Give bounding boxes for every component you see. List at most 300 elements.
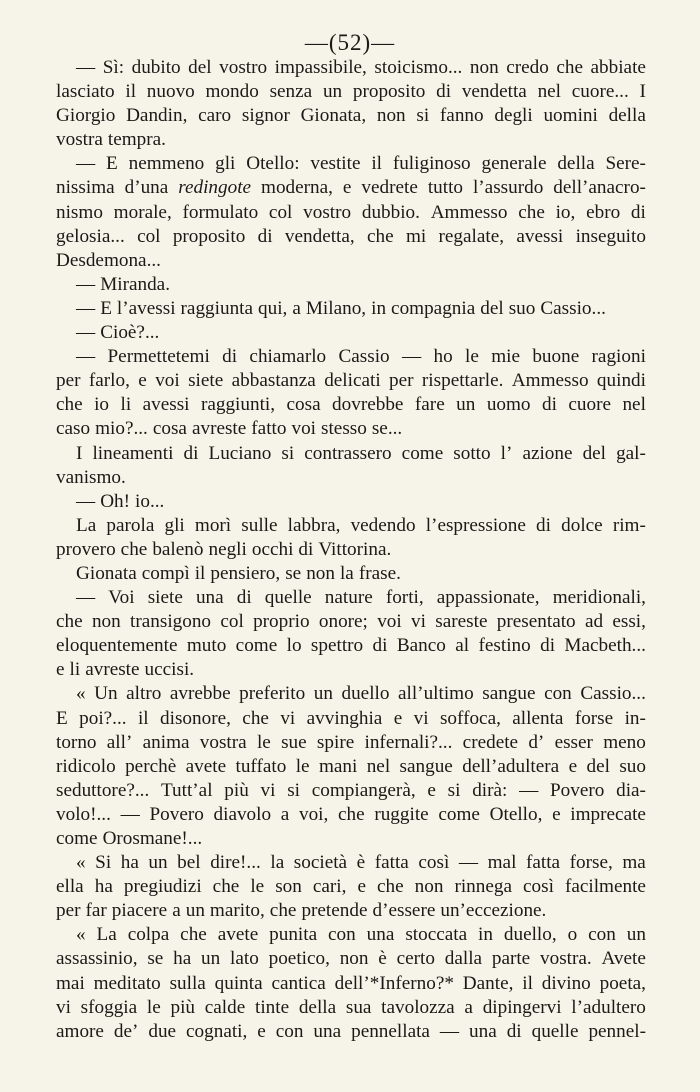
word: qui, xyxy=(258,297,288,319)
word: voi xyxy=(155,370,180,392)
word: lato xyxy=(230,948,259,970)
word: se xyxy=(147,948,164,970)
word: è xyxy=(378,948,387,970)
word: anima xyxy=(142,731,190,753)
word: sareste xyxy=(435,611,488,633)
word: parola xyxy=(106,514,155,536)
word: che xyxy=(518,201,545,223)
word: l’espressione xyxy=(425,514,526,536)
word: — xyxy=(439,1020,460,1042)
word: forti, xyxy=(385,587,424,609)
text-line xyxy=(56,923,646,947)
word: tuffato xyxy=(235,755,287,777)
word: signor xyxy=(241,105,290,127)
word: La xyxy=(96,924,117,946)
word: impassibile, xyxy=(274,57,367,78)
word: — xyxy=(458,852,479,874)
word: formulato xyxy=(182,201,259,223)
word: stoicismo... xyxy=(374,57,463,78)
word: infernali?... xyxy=(364,731,453,753)
word: gli xyxy=(164,514,185,536)
word: — xyxy=(76,57,96,78)
word: e xyxy=(568,755,578,777)
word: che xyxy=(56,394,83,416)
word: io... xyxy=(135,490,165,512)
word: — xyxy=(120,803,140,825)
word: duello xyxy=(341,683,390,705)
word: avessi xyxy=(142,394,190,416)
word: d’ xyxy=(528,731,545,753)
word: redingote xyxy=(178,177,252,199)
word: poi?... xyxy=(79,707,127,729)
text-line xyxy=(56,899,646,923)
word: — xyxy=(76,153,96,175)
word: degli xyxy=(494,105,533,127)
word: Macbeth... xyxy=(564,635,646,657)
word: compagnia xyxy=(391,297,476,319)
word: mi xyxy=(405,225,427,247)
word: al xyxy=(455,635,470,657)
text-line xyxy=(56,56,646,80)
word: ragioni xyxy=(591,346,646,368)
word: pensiero, xyxy=(210,562,281,584)
word: di xyxy=(541,394,557,416)
word: ha xyxy=(173,948,192,970)
word: ad xyxy=(584,611,604,633)
word: che xyxy=(120,538,148,560)
word: li xyxy=(69,659,81,681)
word: che xyxy=(212,876,240,898)
word: siete xyxy=(147,587,183,609)
word: e xyxy=(357,876,366,898)
word: se... xyxy=(371,418,403,440)
word: occhi xyxy=(251,538,294,560)
word: che xyxy=(180,924,207,946)
word: Permettetemi xyxy=(107,346,210,368)
word: società xyxy=(293,852,348,874)
word: nuovo xyxy=(146,81,195,103)
word: morale, xyxy=(113,201,172,223)
word: « xyxy=(76,852,86,874)
word: balenò xyxy=(152,538,204,560)
word: caso xyxy=(56,418,91,440)
word: le xyxy=(465,346,479,368)
word: non xyxy=(339,948,369,970)
word: allenta xyxy=(512,707,564,729)
word: voi xyxy=(377,611,402,633)
word: di xyxy=(222,346,238,368)
word: Oh! xyxy=(100,490,131,512)
text-line xyxy=(56,779,646,803)
text-line xyxy=(56,562,646,586)
word: Sere- xyxy=(605,153,646,175)
word: e xyxy=(552,803,561,825)
word: suo xyxy=(508,297,536,319)
word: tavolozza xyxy=(381,996,455,1018)
word: vostra. xyxy=(540,948,592,970)
word: chiamarlo xyxy=(249,346,327,368)
word: amore xyxy=(56,1020,104,1042)
word: di xyxy=(372,635,388,657)
word: disonore, xyxy=(160,707,231,729)
word: senza xyxy=(269,81,313,103)
word: Desdemona... xyxy=(56,249,161,271)
word: Ammesso xyxy=(511,370,589,392)
word: una xyxy=(313,1020,342,1042)
word: a xyxy=(464,996,473,1018)
text-line xyxy=(56,851,646,875)
text-line xyxy=(56,707,646,731)
word: cosa xyxy=(286,394,321,416)
word: di xyxy=(298,538,314,560)
word: per xyxy=(56,370,81,392)
text-line xyxy=(56,176,646,200)
word: nemmeno xyxy=(128,153,205,175)
word: quelle xyxy=(531,1020,579,1042)
word: dell’*Inferno?* xyxy=(334,972,454,994)
word: un xyxy=(148,852,168,874)
word: contrassero xyxy=(304,442,392,464)
word: compiangerà, xyxy=(311,779,416,801)
word: presentato xyxy=(496,611,576,633)
word: sotto xyxy=(453,442,491,464)
text-line xyxy=(56,466,646,490)
word: fatto xyxy=(251,418,287,440)
word: col xyxy=(137,225,161,247)
word: — xyxy=(76,346,96,368)
word: avete xyxy=(217,924,259,946)
word: Milano, xyxy=(305,297,367,319)
word: non xyxy=(91,611,121,633)
word: esser xyxy=(554,731,593,753)
word: l’ xyxy=(500,442,513,464)
word: mio?... xyxy=(95,418,148,440)
word: dalla xyxy=(444,948,483,970)
word: col xyxy=(268,201,293,223)
word: fanno xyxy=(439,105,484,127)
word: della xyxy=(608,105,646,127)
word: io, xyxy=(555,201,576,223)
word: proposito xyxy=(352,81,426,103)
word: stoccata xyxy=(405,924,468,946)
word: compì xyxy=(141,562,190,584)
word: cosa xyxy=(152,418,187,440)
word: Povero xyxy=(149,803,204,825)
word: si xyxy=(287,779,301,801)
word: vostro xyxy=(303,201,352,223)
word: colpa xyxy=(127,924,170,946)
word: o xyxy=(567,924,578,946)
word: un xyxy=(322,81,343,103)
word: assassinio, xyxy=(56,948,138,970)
word: parte xyxy=(491,948,531,970)
word: labbra, xyxy=(287,514,341,536)
word: dovrebbe xyxy=(332,394,404,416)
word: poetico, xyxy=(268,948,330,970)
word: dolce xyxy=(561,514,603,536)
text-line xyxy=(56,345,646,369)
word: — xyxy=(519,779,539,801)
word: nature xyxy=(324,587,373,609)
word: soffoca, xyxy=(439,707,501,729)
text-line xyxy=(56,393,646,417)
word: vi xyxy=(260,779,276,801)
word: poeta, xyxy=(599,972,646,994)
word: Tutt’al xyxy=(160,779,213,801)
word: in- xyxy=(624,707,646,729)
word: Cassio xyxy=(338,346,390,368)
word: Cassio... xyxy=(540,297,606,319)
word: Gionata xyxy=(76,562,137,584)
word: calde xyxy=(204,996,246,1018)
word: mie xyxy=(491,346,520,368)
word: fuliginoso xyxy=(392,153,471,175)
word: Otello, xyxy=(489,803,543,825)
word: e xyxy=(257,1020,266,1042)
text-line xyxy=(56,682,646,706)
word: gelosia... xyxy=(56,225,125,247)
word: non xyxy=(306,562,335,584)
word: di xyxy=(506,1020,522,1042)
word: duello, xyxy=(503,924,557,946)
word: un xyxy=(201,948,221,970)
word: far xyxy=(85,900,107,922)
word: Giorgio xyxy=(56,105,116,127)
word: vi xyxy=(280,707,296,729)
word: vedrete xyxy=(361,177,418,199)
word: le xyxy=(146,996,161,1018)
word: si xyxy=(416,105,430,127)
word: vendetta xyxy=(461,81,527,103)
word: Luciano xyxy=(208,442,272,464)
word: piacere xyxy=(111,900,168,922)
word: — xyxy=(401,346,422,368)
word: dell’anacro- xyxy=(553,177,646,199)
word: dipingervi xyxy=(482,996,562,1018)
text-line xyxy=(56,369,646,393)
word: la xyxy=(339,562,354,584)
word: in xyxy=(371,297,387,319)
word: l’assurdo xyxy=(472,177,544,199)
word: regalate, xyxy=(438,225,505,247)
word: certo xyxy=(396,948,435,970)
word: uccisi. xyxy=(144,659,195,681)
word: del xyxy=(582,442,607,464)
word: come xyxy=(438,803,480,825)
word: di xyxy=(536,514,551,536)
text-line xyxy=(56,80,646,104)
word: vi xyxy=(56,996,71,1018)
word: di xyxy=(630,201,646,223)
word: e xyxy=(56,659,65,681)
word: con xyxy=(588,924,616,946)
word: più xyxy=(170,996,196,1018)
text-line xyxy=(56,297,646,321)
word: « xyxy=(76,924,86,946)
word: suo xyxy=(619,755,646,777)
word: e xyxy=(393,707,403,729)
word: con xyxy=(328,924,356,946)
word: La xyxy=(76,514,97,536)
word: Cioè?... xyxy=(100,322,160,344)
word: frase. xyxy=(358,562,401,584)
word: vi xyxy=(411,611,426,633)
word: del xyxy=(480,297,504,319)
word: eloquentemente xyxy=(56,635,178,657)
text-line xyxy=(56,538,646,562)
word: se xyxy=(285,562,302,584)
word: divino xyxy=(541,972,591,994)
word: non xyxy=(469,57,499,78)
word: diavolo xyxy=(213,803,272,825)
word: io xyxy=(94,394,110,416)
word: in xyxy=(478,924,493,946)
word: preferito xyxy=(239,683,306,705)
word: e xyxy=(138,370,147,392)
word: I xyxy=(639,81,646,103)
word: fare xyxy=(414,394,445,416)
word: pregiudizi xyxy=(123,876,202,898)
word: — xyxy=(76,297,96,319)
word: raggiunti, xyxy=(200,394,276,416)
word: ruggite xyxy=(374,803,429,825)
word: Avete xyxy=(601,948,646,970)
word: cuore... xyxy=(571,81,629,103)
word: la xyxy=(270,852,285,874)
word: per xyxy=(56,900,81,922)
word: d’una xyxy=(124,177,169,199)
word: E xyxy=(106,153,118,175)
word: imprecate xyxy=(570,803,646,825)
word: seduttore?... xyxy=(56,779,150,801)
text-line xyxy=(56,658,646,682)
word: vendetta, xyxy=(284,225,355,247)
word: morì xyxy=(194,514,232,536)
word: il xyxy=(194,562,206,584)
text-line xyxy=(56,249,646,273)
word: Miranda. xyxy=(100,273,170,295)
text-line xyxy=(56,875,646,899)
word: abbastanza xyxy=(231,370,316,392)
page-number: —(52)— xyxy=(304,30,396,55)
word: Gionata, xyxy=(300,105,367,127)
word: l’adultero xyxy=(571,996,646,1018)
word: a xyxy=(292,297,301,319)
word: proposito xyxy=(172,225,246,247)
word: il xyxy=(522,972,533,994)
word: nel xyxy=(537,81,562,103)
text-line xyxy=(56,634,646,658)
word: per xyxy=(389,370,414,392)
word: con xyxy=(275,1020,304,1042)
text-line xyxy=(56,1020,646,1044)
word: appassionate, xyxy=(436,587,540,609)
word: punita xyxy=(269,924,318,946)
word: moderna, xyxy=(261,177,333,199)
word: cuore xyxy=(568,394,611,416)
word: rispettarle. xyxy=(421,370,504,392)
text-line xyxy=(56,972,646,996)
word: che xyxy=(56,611,83,633)
text-line xyxy=(56,104,646,128)
word: raggiunta xyxy=(180,297,254,319)
word: siete xyxy=(188,370,224,392)
word: lasciato xyxy=(56,81,115,103)
word: delicati xyxy=(324,370,381,392)
word: Banco xyxy=(396,635,446,657)
word: con xyxy=(544,683,572,705)
word: li xyxy=(120,394,132,416)
word: gli xyxy=(215,153,236,175)
word: nel xyxy=(622,394,646,416)
word: una xyxy=(366,924,395,946)
word: E xyxy=(100,297,112,319)
word: dubbio. xyxy=(361,201,420,223)
word: « xyxy=(76,683,86,705)
word: all’ xyxy=(106,731,133,753)
word: marito, xyxy=(209,900,265,922)
word: che xyxy=(269,900,297,922)
word: il xyxy=(125,81,137,103)
word: rinnega xyxy=(454,876,512,898)
word: come xyxy=(401,442,444,464)
word: non xyxy=(376,105,406,127)
word: sfoggia xyxy=(80,996,138,1018)
word: son xyxy=(275,876,302,898)
word: lo xyxy=(286,635,302,657)
word: ebro xyxy=(586,201,621,223)
word: provero xyxy=(56,538,116,560)
word: onore; xyxy=(318,611,368,633)
word: che xyxy=(377,876,404,898)
word: farlo, xyxy=(88,370,130,392)
word: un’eccezione. xyxy=(440,900,547,922)
word: non xyxy=(414,876,444,898)
word: di xyxy=(183,442,199,464)
word: il xyxy=(137,707,149,729)
word: — xyxy=(76,322,96,344)
word: si xyxy=(447,779,461,801)
word: avvinghia xyxy=(306,707,383,729)
word: Orosmane!... xyxy=(102,828,203,849)
word: vostra xyxy=(199,731,247,753)
word: vedendo xyxy=(350,514,416,536)
word: Dante, xyxy=(462,972,514,994)
text-line xyxy=(56,490,646,514)
word: festino xyxy=(478,635,531,657)
word: che xyxy=(242,707,269,729)
word: avrebbe xyxy=(169,683,231,705)
word: voi, xyxy=(298,803,329,825)
word: di xyxy=(540,635,556,657)
word: transigono xyxy=(130,611,212,633)
word: le xyxy=(250,876,265,898)
word: vestite xyxy=(310,153,361,175)
word: I xyxy=(76,442,83,464)
word: — xyxy=(76,587,96,609)
word: ella xyxy=(56,876,84,898)
text-line xyxy=(56,442,646,466)
word: credo xyxy=(506,57,549,78)
word: Si xyxy=(95,852,112,874)
word: credete xyxy=(462,731,519,753)
word: avreste xyxy=(85,659,140,681)
body-text xyxy=(56,56,646,1044)
word: che xyxy=(338,803,365,825)
word: a xyxy=(172,900,181,922)
text-line xyxy=(56,225,646,249)
word: inseguito xyxy=(575,225,646,247)
